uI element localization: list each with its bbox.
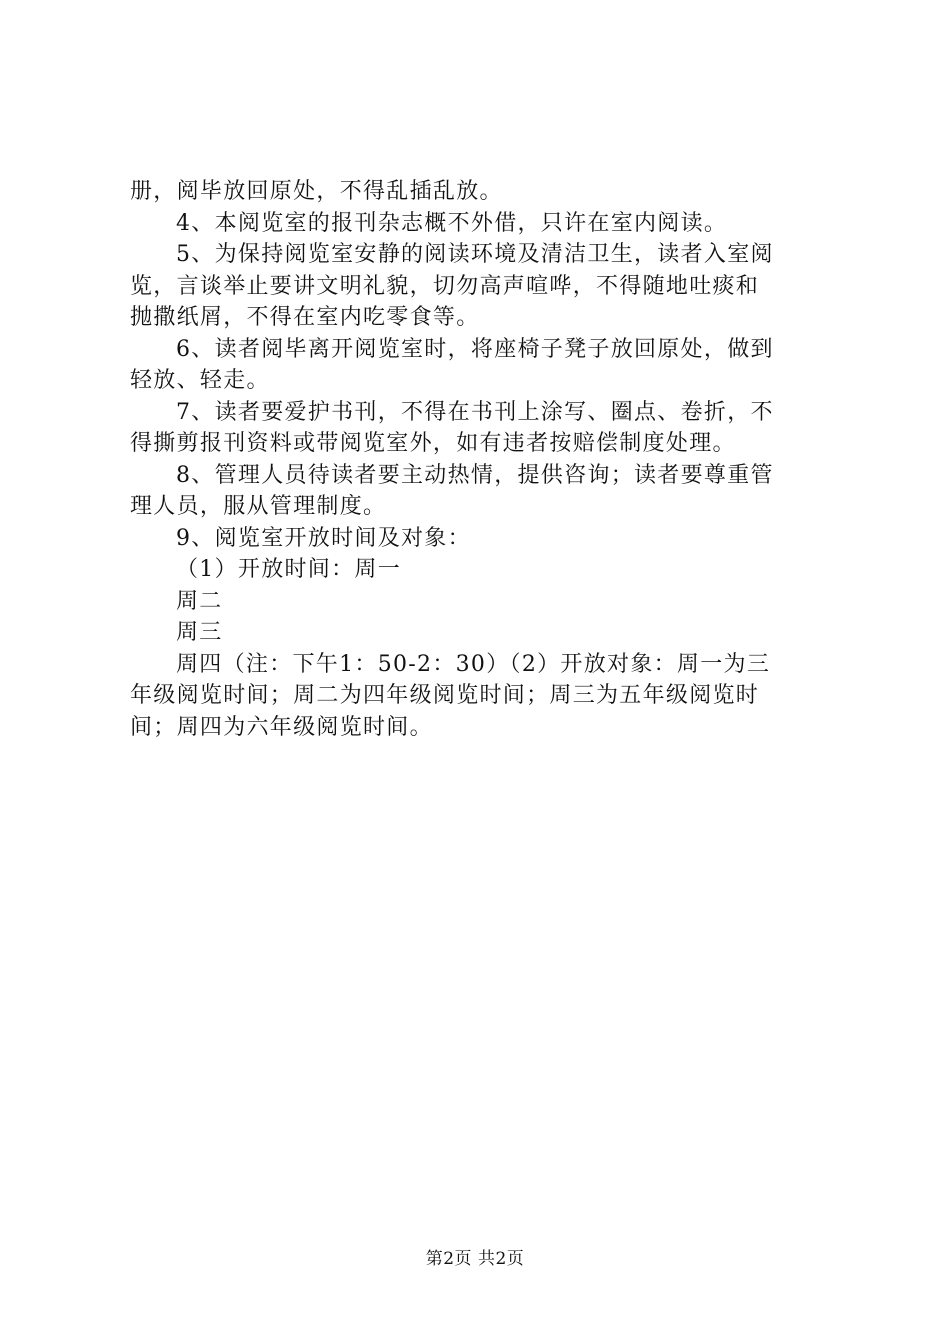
text-line: 得撕剪报刊资料或带阅览室外，如有违者按赔偿制度处理。 [130, 431, 736, 456]
text-line: （1）开放时间：周一 [176, 557, 401, 582]
page-footer [0, 1244, 950, 1269]
text-line: 6、读者阅毕离开阅览室时，将座椅子凳子放回原处，做到 [176, 336, 774, 362]
text-line: 间；周四为六年级阅览时间。 [130, 714, 433, 740]
text-line: 理人员，服从管理制度。 [130, 494, 387, 519]
text-line: 览，言谈举止要讲文明礼貌，切勿高声喧哗，不得随地吐痰和 [130, 273, 760, 299]
page-number-label: 第2页 共2页 [425, 1249, 525, 1269]
text-line: 年级阅览时间；周二为四年级阅览时间；周三为五年级阅览时 [130, 683, 760, 708]
text-line: 册，阅毕放回原处，不得乱插乱放。 [130, 179, 503, 204]
document-body [130, 176, 830, 743]
text-line: 5、为保持阅览室安静的阅读环境及清洁卫生，读者入室阅 [176, 242, 774, 267]
text-line: 4、本阅览室的报刊杂志概不外借，只许在室内阅读。 [176, 210, 728, 236]
text-line: 抛撒纸屑，不得在室内吃零食等。 [130, 305, 480, 330]
text-line: 7、读者要爱护书刊，不得在书刊上涂写、圈点、卷折，不 [176, 399, 774, 425]
text-line: 9、阅览室开放时间及对象： [176, 525, 471, 551]
text-line: 周三 [176, 620, 223, 645]
text-line: 8、管理人员待读者要主动热情，提供咨询；读者要尊重管 [176, 462, 774, 488]
text-line: 轻放、轻走。 [130, 368, 270, 393]
text-line: 周二 [176, 588, 223, 614]
text-line: 周四（注：下午1：50-2：30）（2）开放对象：周一为三 [176, 651, 771, 677]
